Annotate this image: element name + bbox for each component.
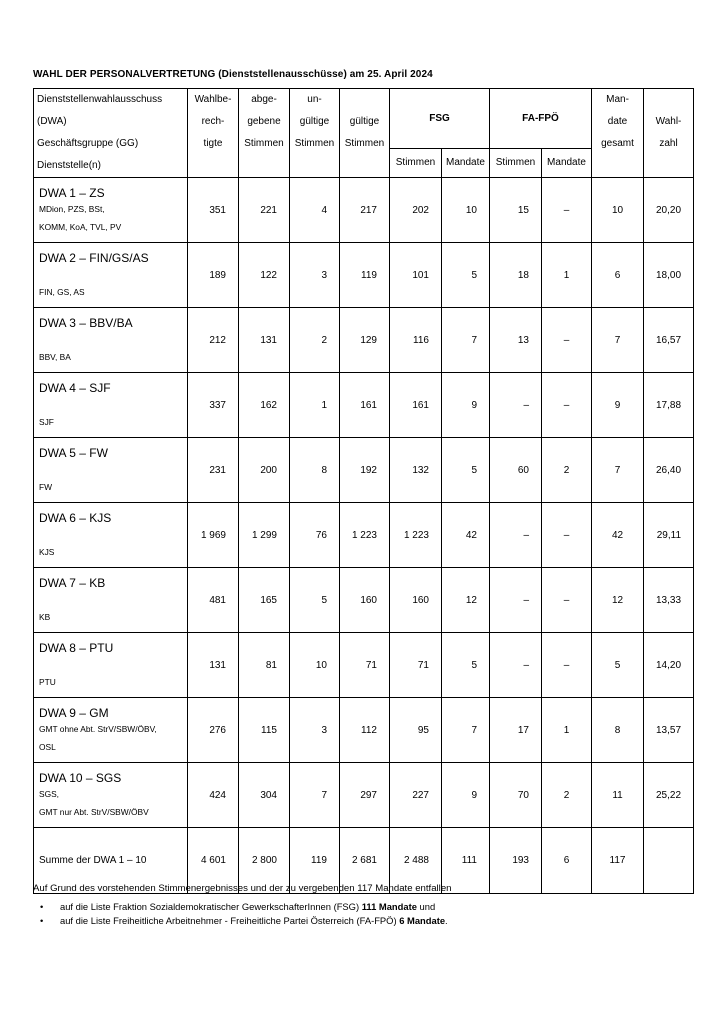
cell-wahlberechtigte: 231 (188, 438, 239, 503)
cell-wahlzahl: 17,88 (644, 373, 694, 438)
cell-ungueltige: 8 (290, 438, 340, 503)
cell-abgegebene: 1 299 (239, 503, 290, 568)
dwa-name-cell (34, 178, 188, 243)
footer-fsg-mandate: 111 Mandate (361, 901, 417, 912)
header-line: Dienststelle(n) (37, 160, 101, 171)
cell-mandate-gesamt: 10 (592, 178, 644, 243)
page-title: WAHL DER PERSONALVERTRETUNG (Dienststellenausschüsse) am 25. April 2024 (33, 69, 433, 80)
cell-abgegebene: 221 (239, 178, 290, 243)
cell-fa-stimmen: 60 (490, 438, 542, 503)
cell-mandate-gesamt: 7 (592, 308, 644, 373)
cell-fa-stimmen: – (490, 568, 542, 633)
cell-fa-mandate: 2 (542, 763, 592, 828)
dienststelle-list: SGS, (39, 789, 60, 799)
header-spacer (644, 89, 693, 111)
sum-mandate-gesamt: 117 (592, 828, 644, 894)
header-line: zahl (659, 138, 678, 149)
cell-gueltige: 71 (340, 633, 390, 698)
header-line: gültige (299, 116, 330, 127)
header-line: Wahl- (655, 116, 682, 127)
cell-fsg-stimmen: 227 (390, 763, 442, 828)
cell-gueltige: 119 (340, 243, 390, 308)
footer-bullet-fsg (40, 901, 435, 912)
cell-fsg-stimmen: 101 (390, 243, 442, 308)
dienststelle-list: GMT ohne Abt. StrV/SBW/ÖBV, (39, 724, 157, 734)
cell-fsg-stimmen: 160 (390, 568, 442, 633)
cell-fa-mandate: 1 (542, 698, 592, 763)
cell-mandate-gesamt: 6 (592, 243, 644, 308)
cell-ungueltige: 3 (290, 243, 340, 308)
header-mandate-gesamt (592, 89, 644, 178)
table-header-row (34, 89, 694, 149)
cell-ungueltige: 4 (290, 178, 340, 243)
header-fa-fpoe: FA-FPÖ (490, 89, 592, 149)
sum-gueltige: 2 681 (340, 828, 390, 894)
dienststelle-list: PTU (39, 677, 56, 687)
cell-wahlberechtigte: 131 (188, 633, 239, 698)
cell-abgegebene: 165 (239, 568, 290, 633)
cell-fsg-stimmen: 202 (390, 178, 442, 243)
dwa-name-cell (34, 763, 188, 828)
cell-wahlzahl: 13,33 (644, 568, 694, 633)
header-line: Stimmen (244, 138, 284, 149)
cell-ungueltige: 1 (290, 373, 340, 438)
dwa-name: DWA 3 – BBV/BA (39, 316, 133, 330)
cell-fa-mandate: 2 (542, 438, 592, 503)
cell-abgegebene: 131 (239, 308, 290, 373)
header-line: Stimmen (344, 138, 385, 149)
cell-fa-mandate: – (542, 373, 592, 438)
cell-wahlzahl: 13,57 (644, 698, 694, 763)
footer-fa-mandate: 6 Mandate (399, 915, 446, 926)
cell-ungueltige: 10 (290, 633, 340, 698)
cell-fsg-mandate: 9 (442, 373, 490, 438)
cell-fsg-mandate: 5 (442, 438, 490, 503)
header-fa-stimmen: Stimmen (490, 148, 542, 177)
bullet: • (40, 915, 44, 926)
dwa-name-cell (34, 243, 188, 308)
cell-fsg-mandate: 12 (442, 568, 490, 633)
cell-wahlzahl: 18,00 (644, 243, 694, 308)
cell-fa-stimmen: 15 (490, 178, 542, 243)
dwa-name: DWA 5 – FW (39, 446, 108, 460)
dwa-name-cell (34, 308, 188, 373)
cell-wahlzahl: 14,20 (644, 633, 694, 698)
header-fsg: FSG (390, 89, 490, 149)
cell-wahlzahl: 26,40 (644, 438, 694, 503)
cell-fsg-mandate: 7 (442, 308, 490, 373)
header-wahlzahl (644, 89, 694, 178)
cell-fsg-mandate: 42 (442, 503, 490, 568)
cell-fsg-stimmen: 132 (390, 438, 442, 503)
cell-mandate-gesamt: 8 (592, 698, 644, 763)
cell-mandate-gesamt: 7 (592, 438, 644, 503)
sum-fsg-mandate: 111 (442, 828, 490, 894)
cell-fsg-stimmen: 116 (390, 308, 442, 373)
cell-fsg-mandate: 10 (442, 178, 490, 243)
header-wahlberechtigte (188, 89, 239, 178)
table-row (34, 438, 694, 503)
dwa-name-cell (34, 633, 188, 698)
cell-fsg-mandate: 5 (442, 633, 490, 698)
cell-wahlberechtigte: 276 (188, 698, 239, 763)
cell-abgegebene: 122 (239, 243, 290, 308)
cell-fa-stimmen: 70 (490, 763, 542, 828)
dienststelle-list: FW (39, 482, 53, 492)
dwa-name-cell (34, 503, 188, 568)
cell-wahlberechtigte: 189 (188, 243, 239, 308)
sum-label: Summe der DWA 1 – 10 (34, 828, 188, 894)
table-row (34, 503, 694, 568)
dwa-name: DWA 1 – ZS (39, 186, 105, 200)
cell-fa-stimmen: – (490, 373, 542, 438)
footer-fa-text: auf die Liste Freiheitliche Arbeitnehmer - Freiheitliche Partei Österreich (FA-FPÖ) (60, 915, 400, 926)
cell-gueltige: 160 (340, 568, 390, 633)
header-line: Stimmen (294, 138, 335, 149)
cell-fsg-stimmen: 71 (390, 633, 442, 698)
cell-fa-stimmen: 13 (490, 308, 542, 373)
header-spacer (340, 89, 389, 111)
dienststelle-list: SJF (39, 417, 54, 427)
table-row (34, 178, 694, 243)
cell-mandate-gesamt: 12 (592, 568, 644, 633)
sum-wahlberechtigte: 4 601 (188, 828, 239, 894)
bullet: • (40, 901, 44, 912)
header-line: tigte (203, 138, 223, 149)
cell-wahlberechtigte: 481 (188, 568, 239, 633)
header-line: gebene (247, 116, 281, 127)
cell-gueltige: 192 (340, 438, 390, 503)
table-row (34, 633, 694, 698)
cell-wahlberechtigte: 351 (188, 178, 239, 243)
cell-mandate-gesamt: 42 (592, 503, 644, 568)
cell-ungueltige: 2 (290, 308, 340, 373)
dwa-name-cell (34, 373, 188, 438)
dienststelle-list: BBV, BA (39, 352, 71, 362)
cell-ungueltige: 5 (290, 568, 340, 633)
footer-bullet-fa (40, 915, 448, 926)
dwa-name: DWA 9 – GM (39, 706, 109, 720)
dwa-name-cell (34, 698, 188, 763)
dwa-name: DWA 10 – SGS (39, 771, 122, 785)
dwa-name: DWA 4 – SJF (39, 381, 111, 395)
dienststelle-list: KJS (39, 547, 55, 557)
header-line: un- (307, 94, 322, 105)
header-ungueltige (290, 89, 340, 178)
table-row (34, 308, 694, 373)
table-row (34, 373, 694, 438)
header-line: rech- (201, 116, 225, 127)
cell-wahlzahl: 29,11 (644, 503, 694, 568)
sum-fsg-stimmen: 2 488 (390, 828, 442, 894)
results-table (33, 88, 694, 894)
dienststelle-list: KOMM, KoA, TVL, PV (39, 222, 122, 232)
cell-fsg-mandate: 7 (442, 698, 490, 763)
dienststelle-list: KB (39, 612, 51, 622)
dienststelle-list: GMT nur Abt. StrV/SBW/ÖBV (39, 807, 149, 817)
cell-ungueltige: 3 (290, 698, 340, 763)
sum-fa-mandate: 6 (542, 828, 592, 894)
footer-fsg-end: und (416, 901, 436, 912)
dienststelle-list: OSL (39, 742, 56, 752)
table-row (34, 243, 694, 308)
cell-ungueltige: 76 (290, 503, 340, 568)
cell-wahlberechtigte: 424 (188, 763, 239, 828)
cell-abgegebene: 200 (239, 438, 290, 503)
dienststelle-list: FIN, GS, AS (39, 287, 85, 297)
cell-abgegebene: 81 (239, 633, 290, 698)
cell-gueltige: 217 (340, 178, 390, 243)
header-line: Man- (606, 94, 629, 105)
cell-wahlzahl: 20,20 (644, 178, 694, 243)
cell-fa-mandate: – (542, 178, 592, 243)
cell-mandate-gesamt: 5 (592, 633, 644, 698)
cell-fa-mandate: – (542, 308, 592, 373)
footer-fsg-text: auf die Liste Fraktion Sozialdemokratischer GewerkschafterInnen (FSG) (60, 901, 362, 912)
header-line: abge- (251, 94, 277, 105)
header-gueltige (340, 89, 390, 178)
cell-fsg-stimmen: 1 223 (390, 503, 442, 568)
header-fsg-mandate: Mandate (442, 148, 490, 177)
cell-fa-stimmen: 17 (490, 698, 542, 763)
cell-fa-mandate: 1 (542, 243, 592, 308)
sum-wahlzahl (644, 828, 694, 894)
cell-fsg-stimmen: 161 (390, 373, 442, 438)
cell-wahlberechtigte: 337 (188, 373, 239, 438)
cell-abgegebene: 115 (239, 698, 290, 763)
table-body (34, 178, 694, 828)
header-abgegebene (239, 89, 290, 178)
cell-ungueltige: 7 (290, 763, 340, 828)
cell-mandate-gesamt: 11 (592, 763, 644, 828)
header-fa-mandate: Mandate (542, 148, 592, 177)
header-dienststelle (34, 89, 188, 178)
cell-wahlberechtigte: 1 969 (188, 503, 239, 568)
header-fsg-stimmen: Stimmen (390, 148, 442, 177)
cell-gueltige: 1 223 (340, 503, 390, 568)
cell-gueltige: 129 (340, 308, 390, 373)
cell-fa-stimmen: – (490, 633, 542, 698)
sum-fa-stimmen: 193 (490, 828, 542, 894)
cell-gueltige: 297 (340, 763, 390, 828)
header-line: Dienststellenwahlausschuss (DWA) (37, 94, 163, 127)
dwa-name: DWA 6 – KJS (39, 511, 112, 525)
cell-fsg-mandate: 5 (442, 243, 490, 308)
cell-abgegebene: 304 (239, 763, 290, 828)
dienststelle-list: MDion, PZS, BSt, (39, 204, 105, 214)
cell-wahlzahl: 25,22 (644, 763, 694, 828)
cell-fa-mandate: – (542, 633, 592, 698)
header-line: Geschäftsgruppe (GG) (37, 138, 139, 149)
cell-fsg-mandate: 9 (442, 763, 490, 828)
header-line: gesamt (601, 138, 634, 149)
header-line: gültige (349, 116, 380, 127)
footer-intro: Auf Grund des vorstehenden Stimmenergebnisses und der zu vergebenden 117 Mandate entfallen (33, 883, 452, 894)
header-line: date (607, 116, 628, 127)
cell-fa-stimmen: 18 (490, 243, 542, 308)
dwa-name-cell (34, 568, 188, 633)
cell-fa-mandate: – (542, 503, 592, 568)
cell-gueltige: 161 (340, 373, 390, 438)
header-line: Wahlbe- (194, 94, 232, 105)
dwa-name: DWA 7 – KB (39, 576, 106, 590)
cell-abgegebene: 162 (239, 373, 290, 438)
cell-gueltige: 112 (340, 698, 390, 763)
dwa-name: DWA 8 – PTU (39, 641, 114, 655)
table-row (34, 568, 694, 633)
table-row (34, 763, 694, 828)
sum-ungueltige: 119 (290, 828, 340, 894)
dwa-name: DWA 2 – FIN/GS/AS (39, 251, 149, 265)
sum-abgegebene: 2 800 (239, 828, 290, 894)
footer-fa-end: . (445, 915, 448, 926)
table-row (34, 698, 694, 763)
cell-wahlberechtigte: 212 (188, 308, 239, 373)
cell-mandate-gesamt: 9 (592, 373, 644, 438)
cell-fa-stimmen: – (490, 503, 542, 568)
cell-fa-mandate: – (542, 568, 592, 633)
cell-wahlzahl: 16,57 (644, 308, 694, 373)
cell-fsg-stimmen: 95 (390, 698, 442, 763)
dwa-name-cell (34, 438, 188, 503)
